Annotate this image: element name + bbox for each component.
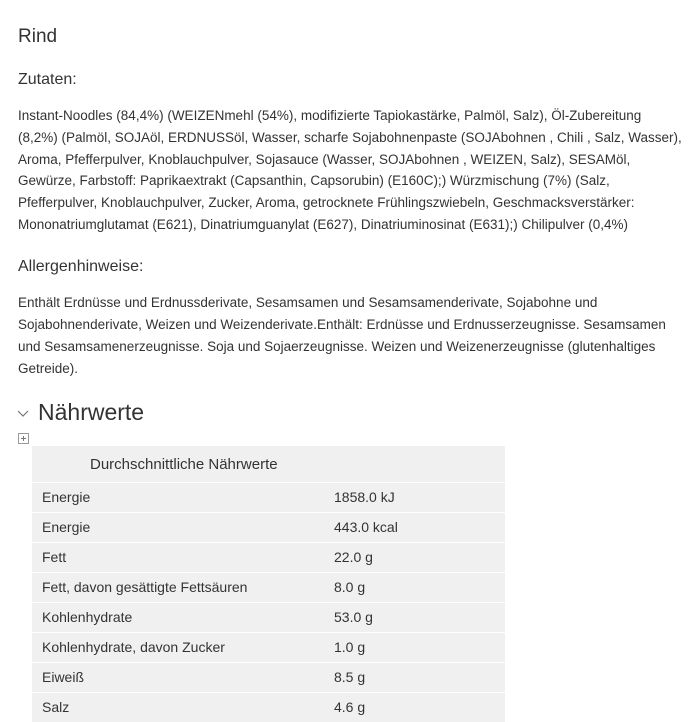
allergens-heading: Allergenhinweise: [18,257,144,275]
nutrient-value: 1858.0 kJ [332,482,505,512]
nutrient-label: Kohlenhydrate, davon Zucker [32,632,332,662]
table-row [32,662,505,692]
nutrient-value: 443.0 kcal [332,512,505,542]
nutrient-label: Eiweiß [32,662,332,692]
nutrient-label: Fett, davon gesättigte Fettsäuren [32,572,332,602]
nutrient-label: Energie [32,482,332,512]
nutrient-label: Kohlenhydrate [32,602,332,632]
nutrient-value: 4.6 g [332,692,505,722]
nutrition-table [32,446,505,722]
nutrition-table-body [32,482,505,722]
table-row [32,572,505,602]
allergens-text: Enthält Erdnüsse und Erdnussderivate, Sesamsamen und Sesamsamenderivate, Sojabohne und Sojabohnenderivate, Weizen und Weizenderivate.Enthält: Erdnüsse und Erdnusserzeugnisse. Sesamsamen und Sesamsamenerzeugnisse. Soja und Sojaerzeugnisse. Weizen und Weizenerzeugnisse (glutenhaltiges Getreide). [18,294,666,376]
nutrient-label: Fett [32,542,332,572]
table-row [32,692,505,722]
expand-table-icon[interactable] [18,433,29,444]
nutrition-table-caption: Durchschnittliche Nährwerte [32,446,505,482]
table-row [32,542,505,572]
table-row [32,602,505,632]
nutrient-value: 8.5 g [332,662,505,692]
table-row [32,482,505,512]
nutrient-label: Salz [32,692,332,722]
nutrition-section-toggle[interactable] [16,399,684,427]
nutrient-value: 8.0 g [332,572,505,602]
nutrient-value: 1.0 g [332,632,505,662]
table-row [32,632,505,662]
chevron-down-icon [16,406,30,420]
nutrition-section-title: Nährwerte [38,399,145,426]
nutrient-value: 22.0 g [332,542,505,572]
table-row [32,512,505,542]
nutrient-value: 53.0 g [332,602,505,632]
ingredients-heading: Zutaten: [18,70,77,88]
page-title: Rind [18,26,58,47]
ingredients-text: Instant-Noodles (84,4%) (WEIZENmehl (54%), modifizierte Tapiokastärke, Palmöl, Salz), Öl-Zubereitung (8,2%) (Palmöl, SOJAöl, ERDNUSSöl, Wasser, scharfe Sojabohnenpaste (SOJAbohnen , Chili , Salz, Wasser), Aroma, Pfefferpulver, Knoblauchpulver, Sojasauce (Wasser, SOJAbohnen , WEIZEN, Salz), SESAMöl, Gewürze, Farbstoff: Paprikaextrakt (Capsanthin, Capsorubin) (E160C);) Würzmischung (7%) (Salz, Pfefferpulver, Knoblauchpulver, Zucker, Aroma, getrocknete Frühlingszwiebeln, Geschmacksverstärker: Mononatriumglutamat (E621), Dinatriumguanylat (E627), Dinatriuminosinat (E631);) Chilipulver (0,4%) [18,107,682,233]
nutrient-label: Energie [32,512,332,542]
